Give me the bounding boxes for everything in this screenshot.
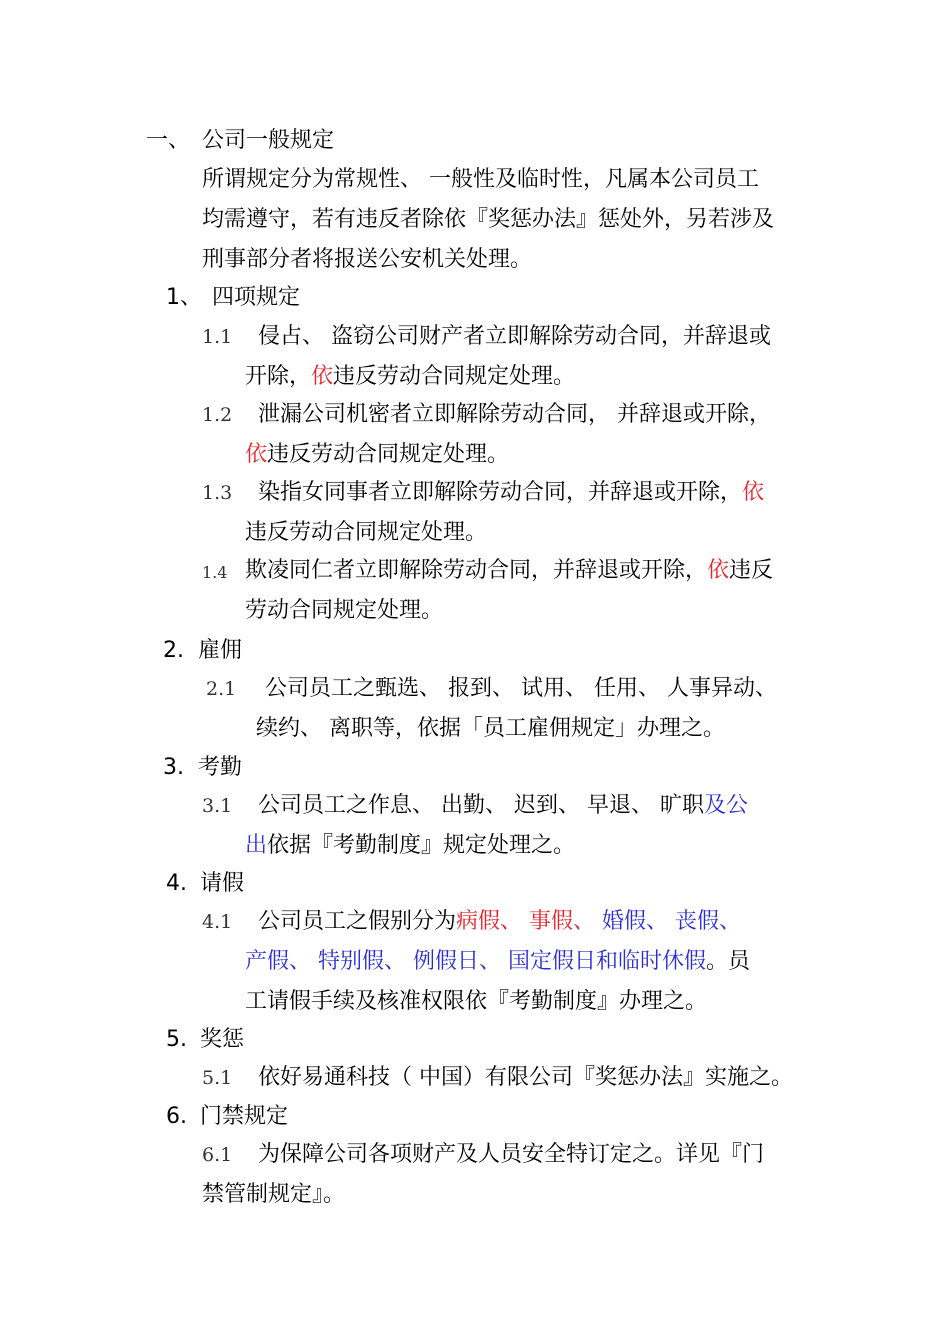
item-text: 禁管制规定』。 xyxy=(202,1182,346,1207)
item-text: 工请假手续及核准权限依『考勤制度』办理之。 xyxy=(245,989,708,1014)
item-text: 劳动合同规定处理。 xyxy=(245,598,444,623)
item-text: 依违反劳动合同规定处理。 xyxy=(245,442,510,467)
subsection-number: 3. xyxy=(163,755,184,780)
item-text: 出依据『考勤制度』规定处理之。 xyxy=(245,833,576,858)
item-text: 违反劳动合同规定处理。 xyxy=(245,520,488,545)
item-number: 2.1 xyxy=(206,678,237,700)
item-number: 5.1 xyxy=(202,1067,233,1089)
subsection-title: 门禁规定 xyxy=(200,1104,289,1129)
intro-line-2: 均需遵守，若有违反者除依『奖惩办法』惩处外，另若涉及 xyxy=(202,207,775,232)
intro-line-1: 所谓规定分为常规性、 一般性及临时性，凡属本公司员工 xyxy=(202,167,759,192)
item-text: 开除，依违反劳动合同规定处理。 xyxy=(245,364,576,389)
item-text: 公司员工之假别分为病假、 事假、 婚假、 丧假、 xyxy=(258,909,742,934)
section-title: 公司一般规定 xyxy=(202,128,335,153)
item-text: 欺凌同仁者立即解除劳动合同，并辞退或开除，依违反 xyxy=(245,558,774,583)
subsection-title: 雇佣 xyxy=(198,638,243,663)
item-number: 1.3 xyxy=(202,482,233,504)
subsection-number: 1、 xyxy=(166,285,202,310)
item-text: 泄漏公司机密者立即解除劳动合同， 并辞退或开除， xyxy=(258,402,771,427)
item-number: 1.4 xyxy=(202,563,228,582)
subsection-title: 奖惩 xyxy=(200,1027,245,1052)
item-text: 染指女同事者立即解除劳动合同，并辞退或开除，依 xyxy=(258,480,765,505)
item-number: 6.1 xyxy=(202,1144,233,1166)
item-number: 4.1 xyxy=(202,911,233,933)
item-text: 公司员工之作息、 出勤、 迟到、 早退、 旷职及公 xyxy=(258,793,748,818)
item-text: 依好易通科技（ 中国）有限公司『奖惩办法』实施之。 xyxy=(258,1065,793,1090)
item-number: 1.2 xyxy=(202,404,233,426)
subsection-number: 6. xyxy=(166,1104,187,1129)
subsection-title: 请假 xyxy=(200,871,245,896)
item-text: 为保障公司各项财产及人员安全特订定之。详见『门 xyxy=(258,1142,765,1167)
item-text: 续约、 离职等，依据「员工雇佣规定」办理之。 xyxy=(256,716,725,741)
item-text: 公司员工之甄选、 报到、 试用、 任用、 人事异动、 xyxy=(265,676,777,701)
item-text: 产假、 特别假、 例假日、 国定假日和临时休假。员 xyxy=(245,949,750,974)
subsection-number: 4. xyxy=(166,871,187,896)
subsection-title: 四项规定 xyxy=(212,285,301,310)
subsection-title: 考勤 xyxy=(198,755,243,780)
section-number: 一、 xyxy=(146,128,191,153)
subsection-number: 5. xyxy=(166,1027,187,1052)
item-number: 1.1 xyxy=(202,326,233,348)
item-text: 侵占、 盗窃公司财产者立即解除劳动合同，并辞退或 xyxy=(258,324,771,349)
subsection-number: 2. xyxy=(163,638,184,663)
item-number: 3.1 xyxy=(202,795,233,817)
intro-line-3: 刑事部分者将报送公安机关处理。 xyxy=(202,247,533,272)
